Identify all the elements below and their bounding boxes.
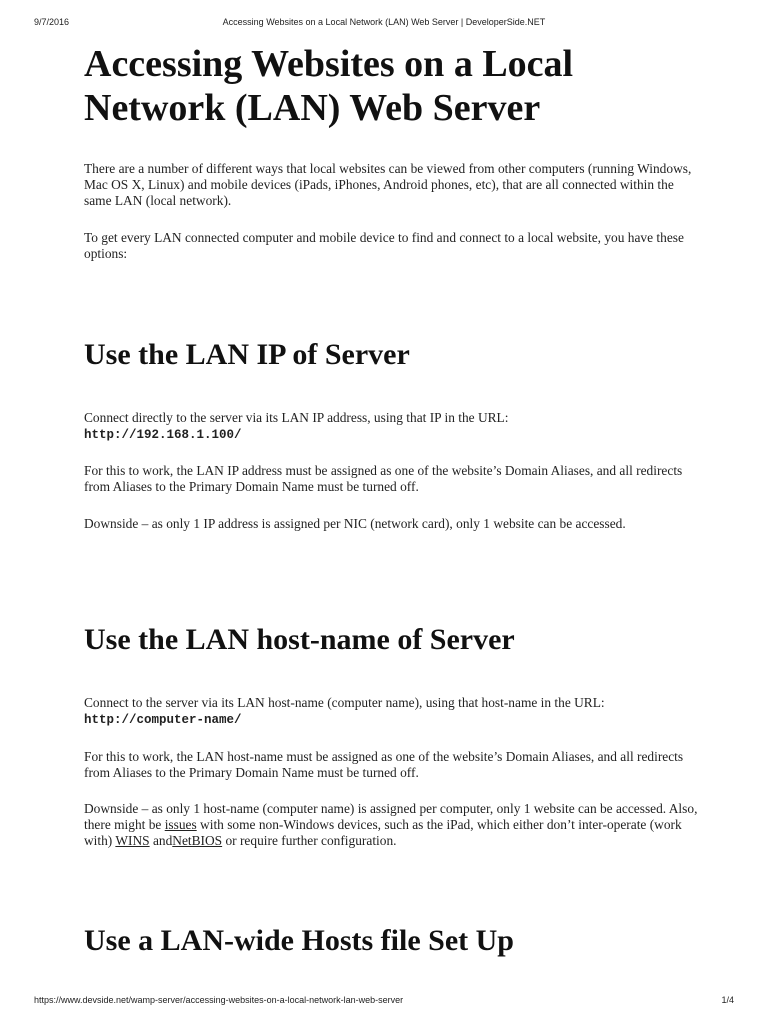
hostname-downside-text-b: with some non-Windows devices, such as the iPad, which either don’t inter-operate (work with) — [84, 817, 682, 848]
hostname-paragraph-1 — [84, 695, 704, 728]
section-heading-lan-ip: Use the LAN IP of Server — [84, 338, 410, 371]
lan-ip-url-code: http://192.168.1.100/ — [84, 428, 242, 442]
section-heading-lan-hostname: Use the LAN host-name of Server — [84, 623, 515, 656]
print-date: 9/7/2016 — [34, 17, 70, 27]
article-title-line2: Network (LAN) Web Server — [84, 87, 541, 129]
print-page-title: Accessing Websites on a Local Network (LAN) Web Server | DeveloperSide.NET — [222, 17, 546, 27]
hostname-text: Connect to the server via its LAN host-name (computer name), using that host-name in the URL: — [84, 695, 605, 710]
hostname-url-code: http://computer-name/ — [84, 713, 242, 727]
article-title — [84, 42, 573, 130]
hostname-downside-text-d: or require further configuration. — [222, 833, 397, 848]
hostname-paragraph-2: For this to work, the LAN host-name must be assigned as one of the website’s Domain Aliases, and all redirects from Aliases to the Primary Domain Name must be turned off. — [84, 749, 684, 780]
netbios-link[interactable]: NetBIOS — [172, 833, 223, 848]
hostname-downside-text-c: and — [149, 833, 173, 848]
article-title-line1: Accessing Websites on a Local — [84, 43, 574, 85]
hostname-downside-text-a: Downside – as only 1 host-name (computer name) is assigned per computer, only 1 website can be accessed. Also, there might be — [84, 801, 698, 832]
print-page-number: 1/4 — [721, 995, 734, 1005]
intro-paragraph-1: There are a number of different ways that local websites can be viewed from other computers (running Windows, Mac OS X, Linux) and mobile devices (iPads, iPhones, Android phones, etc), that are all connected within the same LAN (local network). — [84, 161, 692, 208]
hostname-paragraph-3 — [84, 801, 704, 849]
print-url: https://www.devside.net/wamp-server/accessing-websites-on-a-local-network-lan-web-server — [34, 995, 404, 1005]
issues-link[interactable]: issues — [164, 817, 197, 832]
lan-ip-paragraph-3: Downside – as only 1 IP address is assigned per NIC (network card), only 1 website can be accessed. — [84, 516, 626, 531]
lan-ip-text: Connect directly to the server via its LAN IP address, using that IP in the URL: — [84, 410, 509, 425]
section-heading-hosts-file: Use a LAN-wide Hosts file Set Up — [84, 924, 514, 957]
wins-link[interactable]: WINS — [115, 833, 150, 848]
lan-ip-paragraph-1 — [84, 410, 704, 443]
lan-ip-paragraph-2: For this to work, the LAN IP address must be assigned as one of the website’s Domain Aliases, and all redirects from Aliases to the Primary Domain Name must be turned off. — [84, 463, 683, 494]
intro-paragraph-2: To get every LAN connected computer and mobile device to find and connect to a local website, you have these options: — [84, 230, 684, 261]
